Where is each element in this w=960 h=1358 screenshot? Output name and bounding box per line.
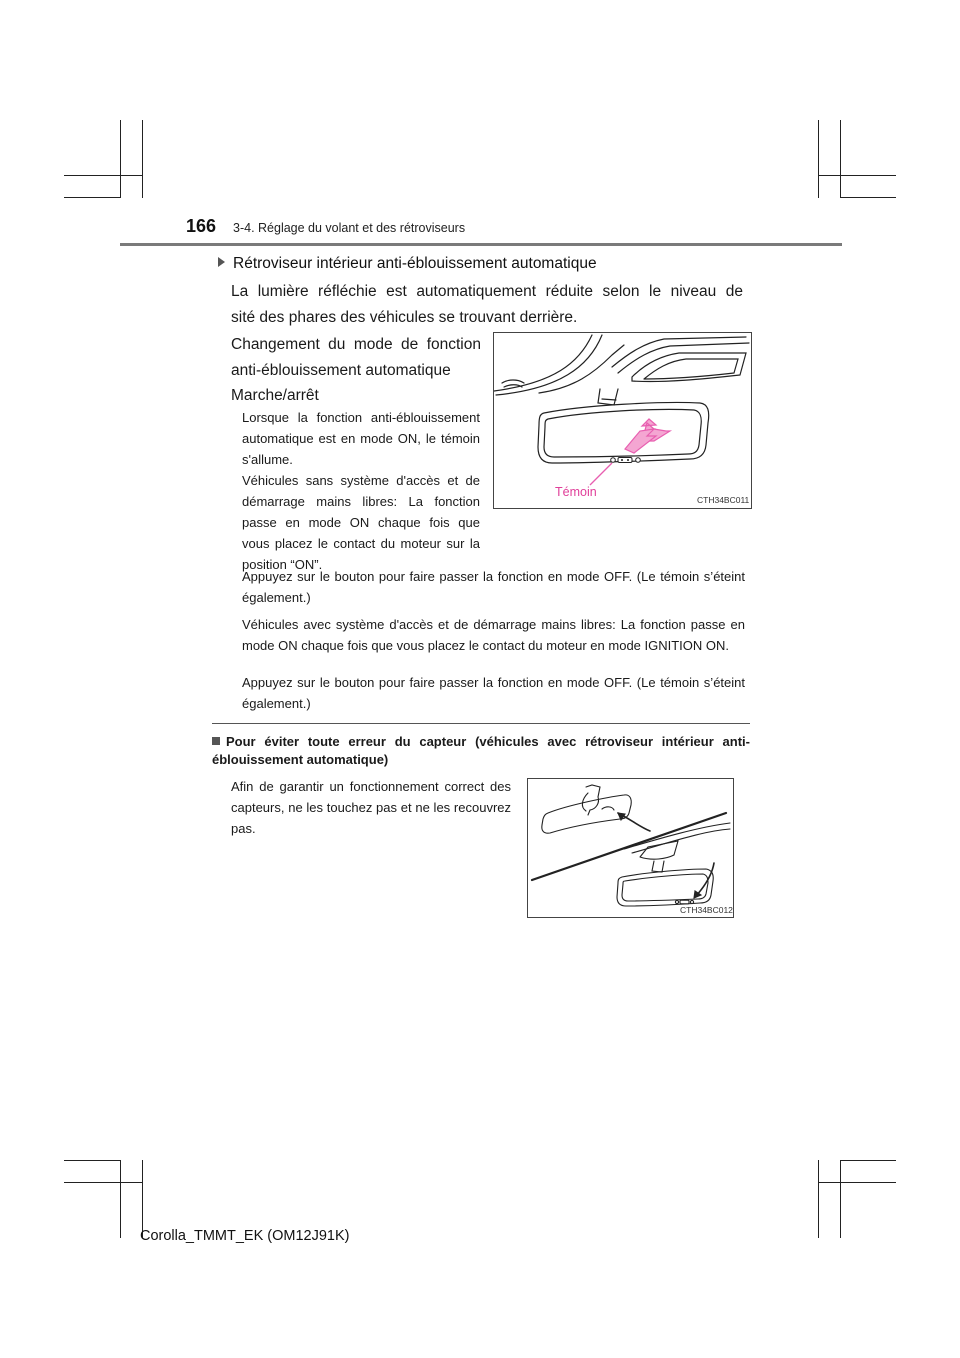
paragraph-with-smart-key: Véhicules avec système d'accès et de démarrage mains libres: La fonction passe en mode ON chaque fois que vous placez le contact du moteur en mode IGNITION ON. — [242, 617, 745, 653]
figure-code: CTH34BC012 — [680, 905, 733, 915]
subheading: Marche/arrêt — [231, 387, 319, 404]
paragraph-off-2: Appuyez sur le bouton pour faire passer la fonction en mode OFF. (Le témoin s’éteint également.) — [242, 675, 745, 711]
section-heading — [232, 255, 597, 273]
mirror-illustration — [494, 333, 751, 508]
square-bullet-icon — [212, 737, 220, 745]
sensor-illustration — [528, 779, 733, 917]
note-title — [212, 733, 750, 769]
section-heading-text: Rétroviseur intérieur anti-éblouissement automatique — [233, 255, 597, 272]
indicator-label: Témoin — [555, 485, 597, 499]
intro-paragraph-line2: sité des phares des véhicules se trouvant derrière. — [231, 309, 578, 326]
header-rule — [120, 243, 842, 246]
footer-document-id: Corolla_TMMT_EK (OM12J91K) — [140, 1228, 350, 1244]
mode-title-line2: anti-éblouissement automatique — [231, 362, 451, 379]
page-number: 166 — [186, 216, 217, 236]
mode-title-line1: Changement du mode de fonction — [231, 336, 481, 353]
section-title: 3-4. Réglage du volant et des rétroviseurs — [233, 221, 466, 235]
figure-code: CTH34BC011 — [697, 495, 750, 505]
triangle-bullet-icon — [218, 257, 225, 267]
figure-auto-antiglare-mirror — [493, 332, 752, 509]
note-text: Afin de garantir un fonctionnement correct des capteurs, ne les touchez pas et ne les recouvrez pas. — [231, 779, 511, 836]
paragraph-off-1: Appuyez sur le bouton pour faire passer la fonction en mode OFF. (Le témoin s’éteint également.) — [242, 569, 745, 605]
intro-paragraph-line1: La lumière réfléchie est automatiquement réduite selon le niveau de — [231, 283, 743, 300]
figure-mirror-sensors — [527, 778, 734, 918]
paragraph-without-smart-key: Véhicules sans système d'accès et de démarrage mains libres: La fonction passe en mode ON chaque fois que vous placez le contact du moteur sur la position “ON”. — [242, 473, 480, 572]
note-separator — [212, 723, 750, 724]
note-title-text: Pour éviter toute erreur du capteur (véhicules avec rétroviseur intérieur anti-éblouissement automatique) — [212, 734, 750, 767]
paragraph-indicator-on: Lorsque la fonction anti-éblouissement automatique est en mode ON, le témoin s'allume. — [242, 410, 480, 467]
